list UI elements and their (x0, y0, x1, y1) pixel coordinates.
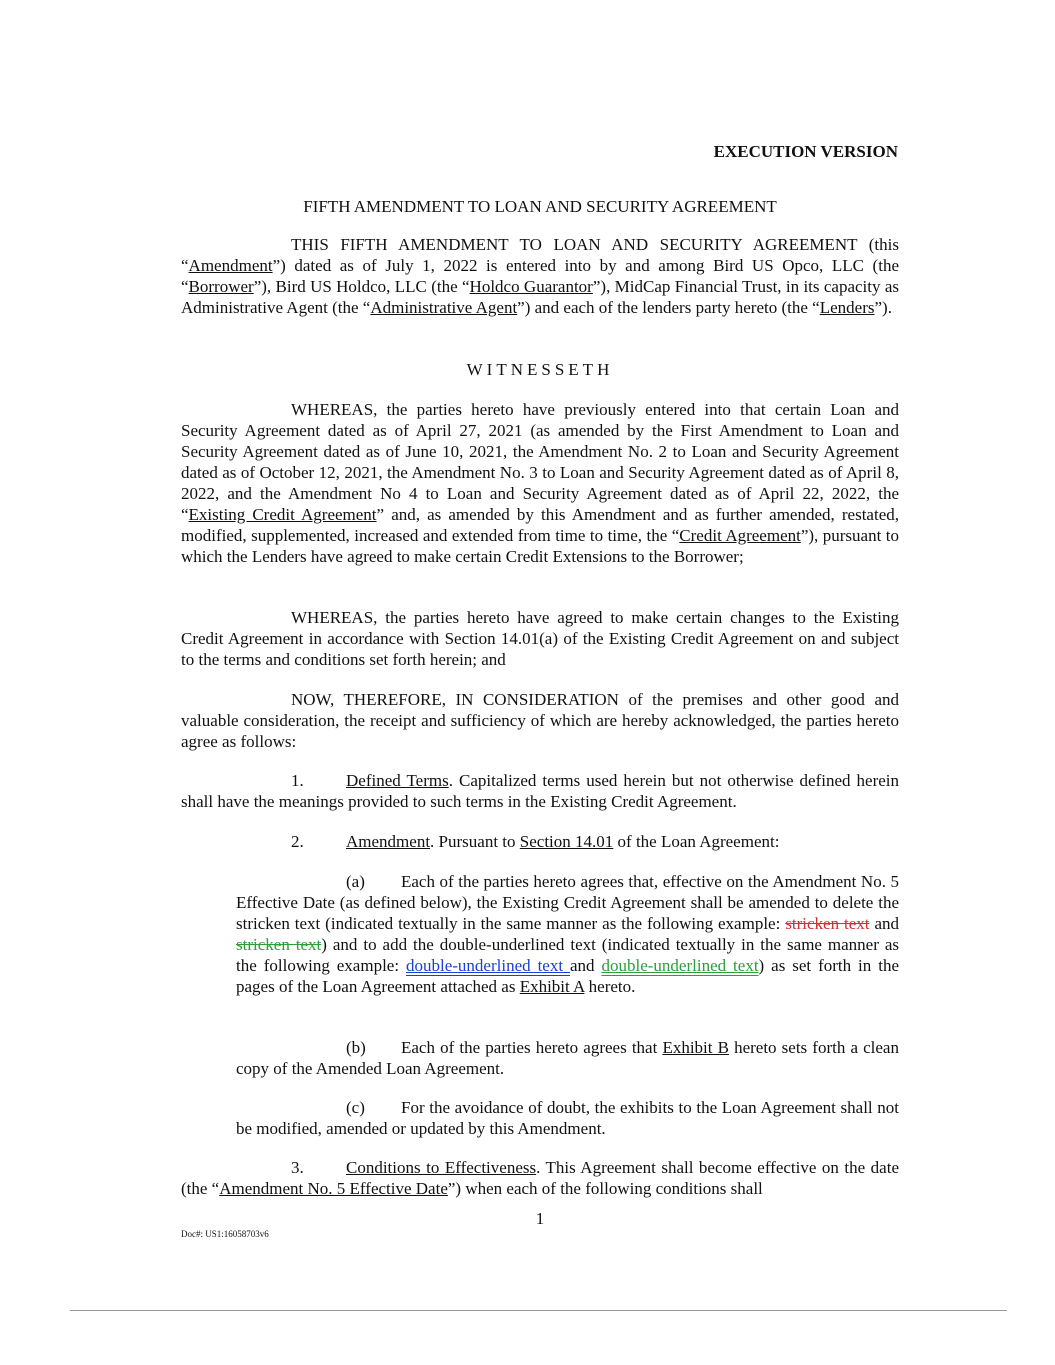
subsection-2c: (c) For the avoidance of doubt, the exhibits to the Loan Agreement shall not be modified, amended or updated by this Amendment. (236, 1098, 899, 1138)
page-divider (70, 1310, 1007, 1311)
exhibit-b-reference: Exhibit B (662, 1038, 729, 1057)
section-reference: Section 14.01 (519, 832, 614, 851)
term-credit-agreement: Credit Agreement (679, 526, 801, 545)
section-number: 2. (291, 832, 304, 851)
section-heading: Defined Terms (346, 771, 449, 790)
term-borrower: Borrower (188, 277, 254, 296)
execution-version-label: EXECUTION VERSION (713, 142, 898, 161)
document-id: Doc#: US1:16058703v6 (181, 1229, 269, 1239)
double-underlined-example-green: double-underlined text (601, 956, 759, 975)
term-administrative-agent: Administrative Agent (370, 298, 518, 317)
witnesseth-heading: WITNESSETH (466, 360, 614, 379)
subsection-2a: (a) Each of the parties hereto agrees that, effective on the Amendment No. 5 Effective Date (as defined below), the Existing Credit Agreement shall be amended to delete the stricken text (indicated textually in the same manner as the following example: stricken text and stricken text) and to add the double-underlined text (indicated textually in the same manner as the following example: double-underlined text and double-underlined text) as set forth in the pages of the Loan Agreement attached as Exhibit A hereto. (236, 872, 899, 996)
term-lenders: Lenders (819, 298, 875, 317)
subsection-label: (b) (346, 1038, 366, 1057)
term-amendment-no-5-effective-date: Amendment No. 5 Effective Date (219, 1179, 448, 1198)
section-heading: Conditions to Effectiveness (346, 1158, 537, 1177)
now-therefore-paragraph: NOW, THEREFORE, IN CONSIDERATION of the premises and other good and valuable consideration, the receipt and sufficiency of which are hereby acknowledged, the parties hereto agree as follows: (181, 690, 899, 751)
section-3-conditions: 3. Conditions to Effectiveness. This Agreement shall become effective on the date (the “Amendment No. 5 Effective Date”) when each of the following conditions shall (181, 1158, 899, 1198)
section-1-defined-terms: 1. Defined Terms. Capitalized terms used herein but not otherwise defined herein shall have the meanings provided to such terms in the Existing Credit Agreement. (181, 771, 899, 811)
intro-paragraph: THIS FIFTH AMENDMENT TO LOAN AND SECURITY AGREEMENT (this “Amendment”) dated as of July 1, 2022 is entered into by and among Bird US Opco, LLC (the “Borrower”), Bird US Holdco, LLC (the “Holdco Guarantor”), MidCap Financial Trust, in its capacity as Administrative Agent (the “Administrative Agent”) and each of the lenders party hereto (the “Lenders”). (181, 235, 899, 317)
double-underlined-example-blue: double-underlined text (406, 956, 570, 975)
stricken-text-example-red: stricken text (785, 914, 870, 933)
section-2-amendment: 2. Amendment. Pursuant to Section 14.01 of the Loan Agreement: (291, 832, 780, 851)
section-heading: Amendment (346, 832, 431, 851)
term-holdco-guarantor: Holdco Guarantor (469, 277, 593, 296)
term-amendment: Amendment (188, 256, 273, 275)
whereas-paragraph-2: WHEREAS, the parties hereto have agreed to make certain changes to the Existing Credit Agreement in accordance with Section 14.01(a) of the Existing Credit Agreement on and subject to the terms and conditions set forth herein; and (181, 608, 899, 669)
whereas-paragraph-1: WHEREAS, the parties hereto have previously entered into that certain Loan and Security Agreement dated as of April 27, 2021 (as amended by the First Amendment to Loan and Security Agreement dated as of June 10, 2021, the Amendment No. 2 to Loan and Security Agreement dated as of October 12, 2021, the Amendment No. 3 to Loan and Security Agreement dated as of April 8, 2022, and the Amendment No 4 to Loan and Security Agreement dated as of April 22, 2022, the “Existing Credit Agreement” and, as amended by this Amendment and as further amended, restated, modified, supplemented, increased and extended from time to time, the “Credit Agreement”), pursuant to which the Lenders have agreed to make certain Credit Extensions to the Borrower; (181, 400, 900, 566)
document-title: FIFTH AMENDMENT TO LOAN AND SECURITY AGREEMENT (303, 197, 777, 216)
subsection-label: (c) (346, 1098, 365, 1117)
term-existing-credit-agreement: Existing Credit Agreement (188, 505, 377, 524)
section-number: 3. (291, 1158, 304, 1177)
subsection-2b: (b) Each of the parties hereto agrees that Exhibit B hereto sets forth a clean copy of the Amended Loan Agreement. (236, 1038, 899, 1078)
page-number: 1 (535, 1209, 545, 1228)
subsection-label: (a) (346, 872, 365, 891)
exhibit-a-reference: Exhibit A (519, 977, 585, 996)
stricken-text-example-green: stricken text (236, 935, 322, 954)
section-number: 1. (291, 771, 304, 790)
